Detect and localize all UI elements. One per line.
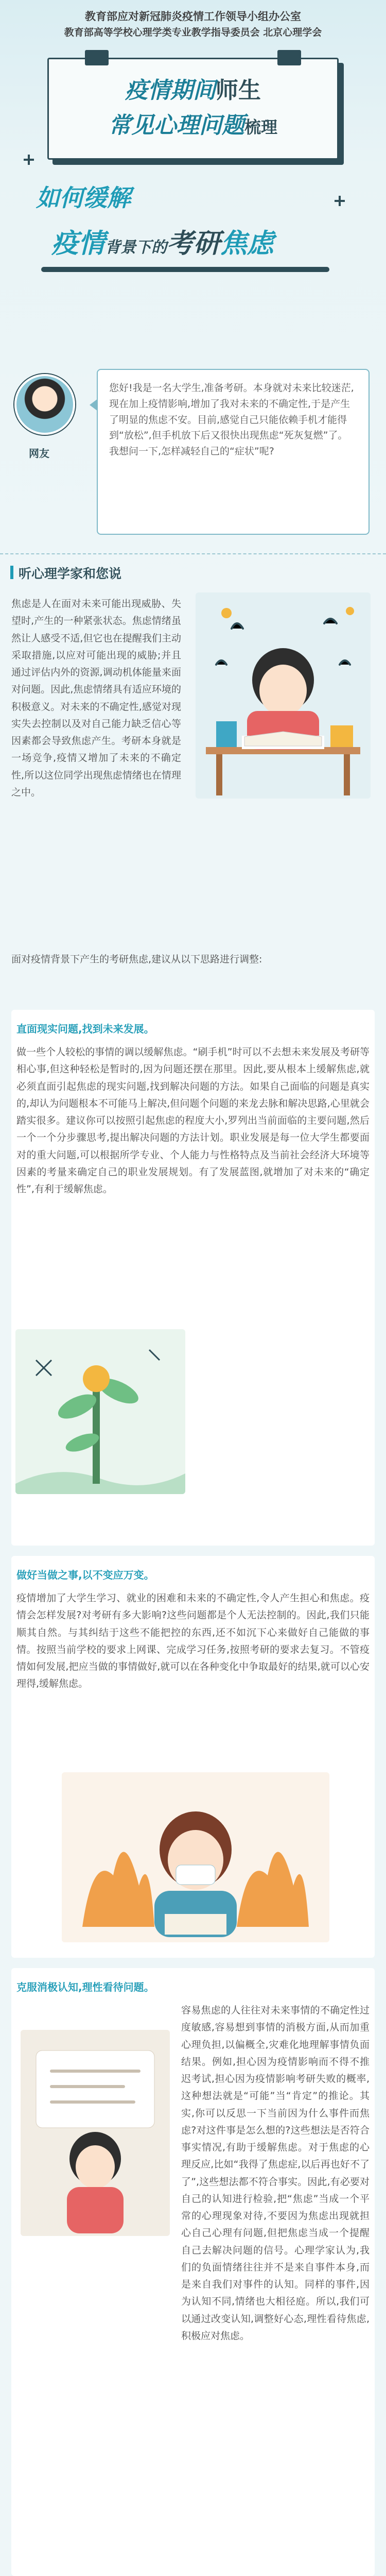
panel-tab-right: [277, 50, 301, 65]
growth-plant-illustration: [15, 1329, 185, 1494]
title-line-2-accent: 常见心理问题: [108, 112, 244, 139]
section-heading: [0, 553, 386, 586]
student-studying-illustration: [196, 592, 371, 799]
subtitle-anxiety: 焦虑: [220, 228, 274, 259]
issuer-line-1: 教育部应对新冠肺炎疫情工作领导小组办公室: [85, 10, 301, 23]
subtitle-exam: 考研: [167, 228, 221, 259]
title-line-2-rest: 梳理: [244, 117, 277, 137]
title-line-1-rest: 师生: [216, 77, 261, 104]
intro-text: 焦虑是人在面对未来可能出现威胁、失望时,产生的一种紧张状态。焦虑情绪虽然让人感受不适,但它也在提醒我们主动采取措施,以应对可能出现的威胁;并且通过评估内外的资源,调动机体能量来面对问题。因此,焦虑情绪具有适应环境的积极意义。对未来的不确定性,感觉对现实失去控制以及对自己能力缺乏信心等因素都会导致焦虑产生。考研本身就是一场竞争,疫情又增加了未来的不确定性,所以这位同学出现焦虑情绪也在情理之中。: [11, 598, 181, 798]
netizen-question: [14, 369, 375, 539]
title-line-2: [49, 107, 337, 140]
tip-3-title: 克服消极认知,理性看待问题。: [16, 1981, 154, 1993]
title-line-1-accent: 疫情期间: [125, 77, 216, 104]
section-heading-text: 听心理学家和您说: [19, 566, 122, 581]
section-heading-bar: [10, 566, 13, 579]
subtitle-epidemic: 疫情: [51, 228, 106, 259]
tip-2-title: 做好当做之事,以不变应万变。: [16, 1569, 154, 1581]
question-bubble: 您好!我是一名大学生,准备考研。本身就对未来比较迷茫,现在加上疫情影响,增加了我对未来的不确定性,于是产生了明显的焦虑不安。目前,感觉自己只能依赖手机才能得到“放松”,但手机放下后又很快出现焦虑“死灰复燃”了。我想问一下,怎样减轻自己的“症状”呢?: [97, 369, 370, 535]
subtitle-underline: [41, 267, 329, 272]
netizen-label: 网友: [29, 447, 49, 460]
panel-tab-left: [85, 50, 109, 65]
tip-3-body: 容易焦虑的人往往对未来事情的不确定性过度敏感,容易想到事情的消极方面,从而加重心理负担,以偏概全,灾难化地理解事情负面结果。例如,担心因为疫情影响而不得不推迟考试,担心因为疫情影响考研失败的概率,这种想法就是“可能”当“肯定”的推论。其实,你可以反思一下当前因为什么事件而焦虑?对这件事是怎么想的?这些想法是否符合事实情况,有助于缓解焦虑。对于焦虑的心理反应,比如“我得了焦虑症,以后再也好不了了”,这些想法都不符合事实。因此,有必要对自己的认知进行检验,把“焦虑”当成一个平常的心理现象对待,不要因为焦虑出现就担心自己心理有问题,但把焦虑当成一个提醒自己去解决问题的信号。心理学家认为,我们的负面情绪往往并不是来自事件本身,而是来自我们对事件的认知。同样的事件,因为认知不同,情绪也大相径庭。所以,我们可以通过改变认知,调整好心态,理性看待焦虑,积极应对焦虑。: [181, 2005, 370, 2342]
subtitle-context: 背景下的: [105, 239, 167, 257]
sparkle-icon: [24, 155, 34, 165]
issuer-line-2: 教育部高等学校心理学类专业教学指导委员会 北京心理学会: [64, 27, 322, 38]
sparkle-icon: [335, 196, 345, 206]
intro-paragraph-2: 面对疫情背景下产生的考研焦虑,建议从以下思路进行调整:: [11, 954, 262, 965]
thinking-student-illustration: [21, 2030, 170, 2236]
title-line-1: [49, 72, 337, 105]
subtitle-panel: [31, 175, 355, 293]
tip-2-body: 疫情增加了大学生学习、就业的困难和未来的不确定性,令人产生担心和焦虑。疫情会怎样发展?对考研有多大影响?这些问题都是个人无法控制的。因此,我们只能顺其自然。与其纠结于这些不能把控的东西,还不如沉下心来做好自己能做的事情。按照当前学校的要求上网课、完成学习任务,按照考研的要求去复习。不管疫情如何发展,把应当做的事情做好,就可以在各种变化中争取最好的结果,就可以心安理得,缓解焦虑。: [16, 1592, 370, 1690]
tip-1-body: 做一些个人较松的事情的调以缓解焦虑。“刷手机”时可以不去想未来发展及考研等相心事,但这种轻松是暂时的,因为问题还摆在那里。因此,要从根本上缓解焦虑,就必须直面引起焦虑的现实问题,找到解决问题的方法。如果自己面临的问题是真实的,却认为问题根本不可能马上解决,但问题个问题的来龙去脉和解决思路,心里就会踏实很多。建议你可以按照引起焦虑的程度大小,罗列出当前面临的主要问题,然后一个一个分步骤思考,提出解决问题的方法计划。职业发展是每一位大学生都要面对的重大问题,可以根据所学专业、个人能力与性格特点及当前社会经济大环境等因素的考量来确定自己的职业发展规划。有了发展蓝图,就增加了对未来的“确定性”,有利于缓解焦虑。: [16, 1046, 370, 1195]
netizen-avatar: [14, 374, 75, 435]
intro-paragraph-1a: [11, 596, 181, 801]
header: [0, 0, 386, 355]
masked-student-illustration: [62, 1772, 329, 1942]
subtitle-line-2: [51, 222, 274, 260]
title-panel: [47, 58, 339, 160]
tip-1-title: 直面现实问题,找到未来发展。: [16, 1023, 154, 1035]
subtitle-line-1: 如何缓解: [36, 184, 131, 212]
